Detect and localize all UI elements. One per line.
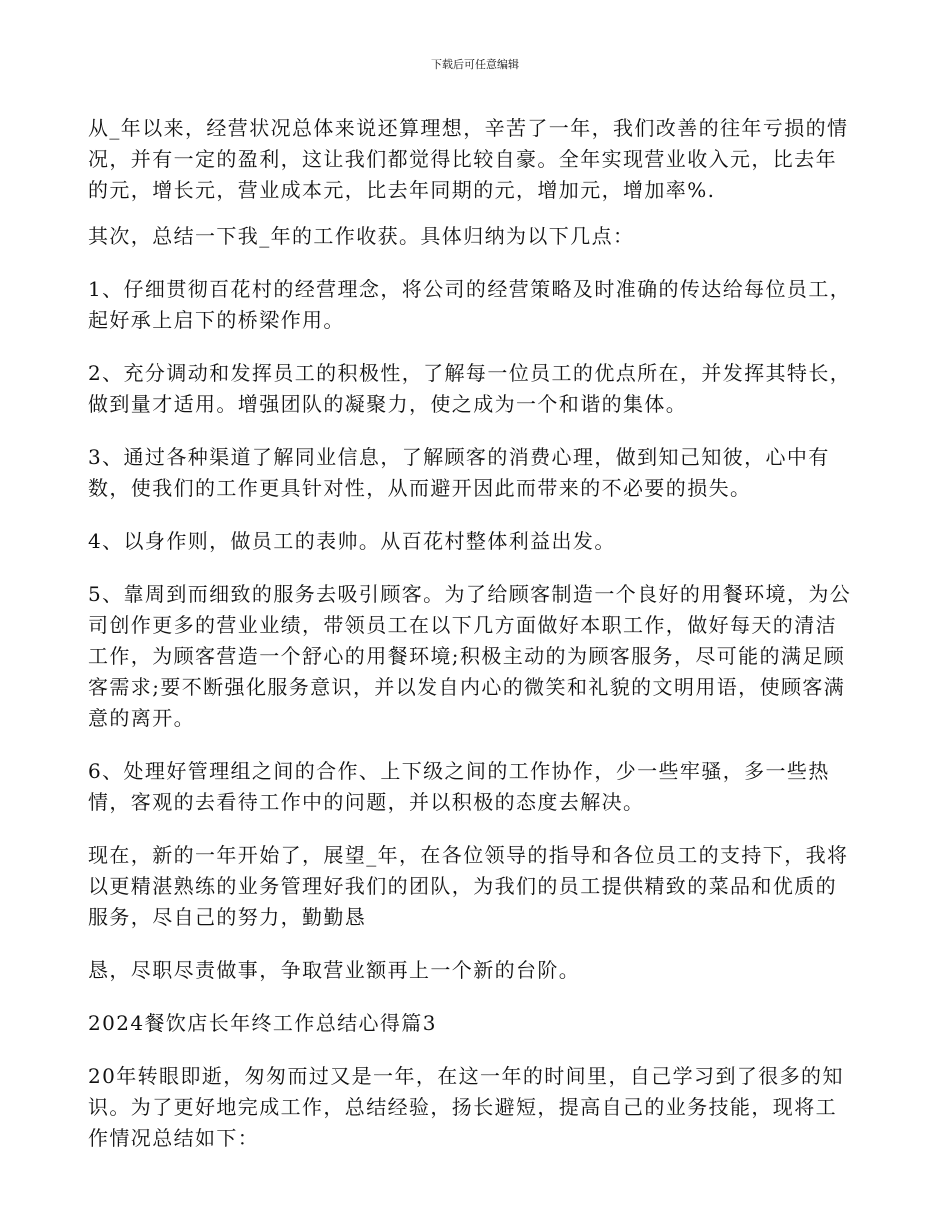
- text-line: 恳，尽职尽责做事，争取营业额再上一个新的台阶。: [88, 958, 581, 982]
- text-line: 其次，总结一下我_年的工作收获。具体归纳为以下几点：: [88, 224, 635, 248]
- paragraph: [88, 274, 878, 336]
- text-line: 客需求;要不断强化服务意识，并以发自内心的微笑和礼貌的文明用语，使顾客满: [88, 675, 846, 699]
- text-line: 作情况总结如下：: [88, 1126, 260, 1150]
- paragraph: [88, 526, 878, 557]
- text-line: 4、以身作则，做员工的表帅。从百花村整体利益出发。: [88, 529, 616, 553]
- text-line: 情，客观的去看待工作中的问题，并以积极的态度去解决。: [88, 790, 645, 814]
- text-line: 2、充分调动和发挥员工的积极性，了解每一位员工的优点所在，并发挥其特长，: [88, 361, 852, 385]
- text-line: 1、仔细贯彻百花村的经营理念，将公司的经营策略及时准确的传达给每位员工，: [88, 277, 852, 301]
- text-line: 做到量才适用。增强团队的凝聚力，使之成为一个和谐的集体。: [88, 392, 688, 416]
- paragraph: [88, 442, 878, 504]
- paragraph: [88, 955, 878, 986]
- text-line: 从_年以来，经营状况总体来说还算理想，辛苦了一年，我们改善的往年亏损的情: [88, 116, 849, 140]
- page-header: 下载后可任意编辑: [431, 58, 519, 71]
- document-body: [88, 113, 878, 1176]
- text-line: 司创作更多的营业业绩，带领员工在以下几方面做好本职工作，做好每天的清洁: [88, 613, 837, 637]
- text-line: 服务，尽自己的努力，勤勤恳: [88, 905, 367, 929]
- text-line: 况，并有一定的盈利，这让我们都觉得比较自豪。全年实现营业收入元，比去年: [88, 147, 837, 171]
- paragraph: [88, 1061, 878, 1154]
- paragraph: [88, 358, 878, 420]
- text-line: 工作，为顾客营造一个舒心的用餐环境;积极主动的为顾客服务，尽可能的满足顾: [88, 644, 846, 668]
- paragraph: [88, 113, 878, 206]
- text-line: 以更精湛熟练的业务管理好我们的团队，为我们的员工提供精致的菜品和优质的: [88, 874, 837, 898]
- text-line: 的元，增长元，营业成本元，比去年同期的元，增加元，增加率%.: [88, 178, 716, 202]
- text-line: 起好承上启下的桥梁作用。: [88, 308, 345, 332]
- text-line: 现在，新的一年开始了，展望_年，在各位领导的指导和各位员工的支持下，我将: [88, 843, 849, 867]
- text-line: 6、处理好管理组之间的合作、上下级之间的工作协作，少一些牢骚，多一些热: [88, 759, 830, 783]
- text-line: 意的离开。: [88, 706, 195, 730]
- text-line: 5、靠周到而细致的服务去吸引顾客。为了给顾客制造一个良好的用餐环境，为公: [88, 582, 852, 606]
- text-line: 数，使我们的工作更具针对性，从而避开因此而带来的不必要的损失。: [88, 476, 752, 500]
- paragraph: [88, 579, 878, 734]
- paragraph: [88, 840, 878, 933]
- paragraph: [88, 221, 878, 252]
- text-line: 3、通过各种渠道了解同业信息，了解顾客的消费心理，做到知己知彼，心中有: [88, 445, 830, 469]
- text-line: 识。为了更好地完成工作，总结经验，扬长避短，提高自己的业务技能，现将工: [88, 1095, 837, 1119]
- text-line: 2024餐饮店长年终工作总结心得篇3: [88, 1011, 437, 1035]
- paragraph: [88, 756, 878, 818]
- paragraph: [88, 1008, 878, 1039]
- text-line: 20年转眼即逝，匆匆而过又是一年，在这一年的时间里，自己学习到了很多的知: [88, 1064, 844, 1088]
